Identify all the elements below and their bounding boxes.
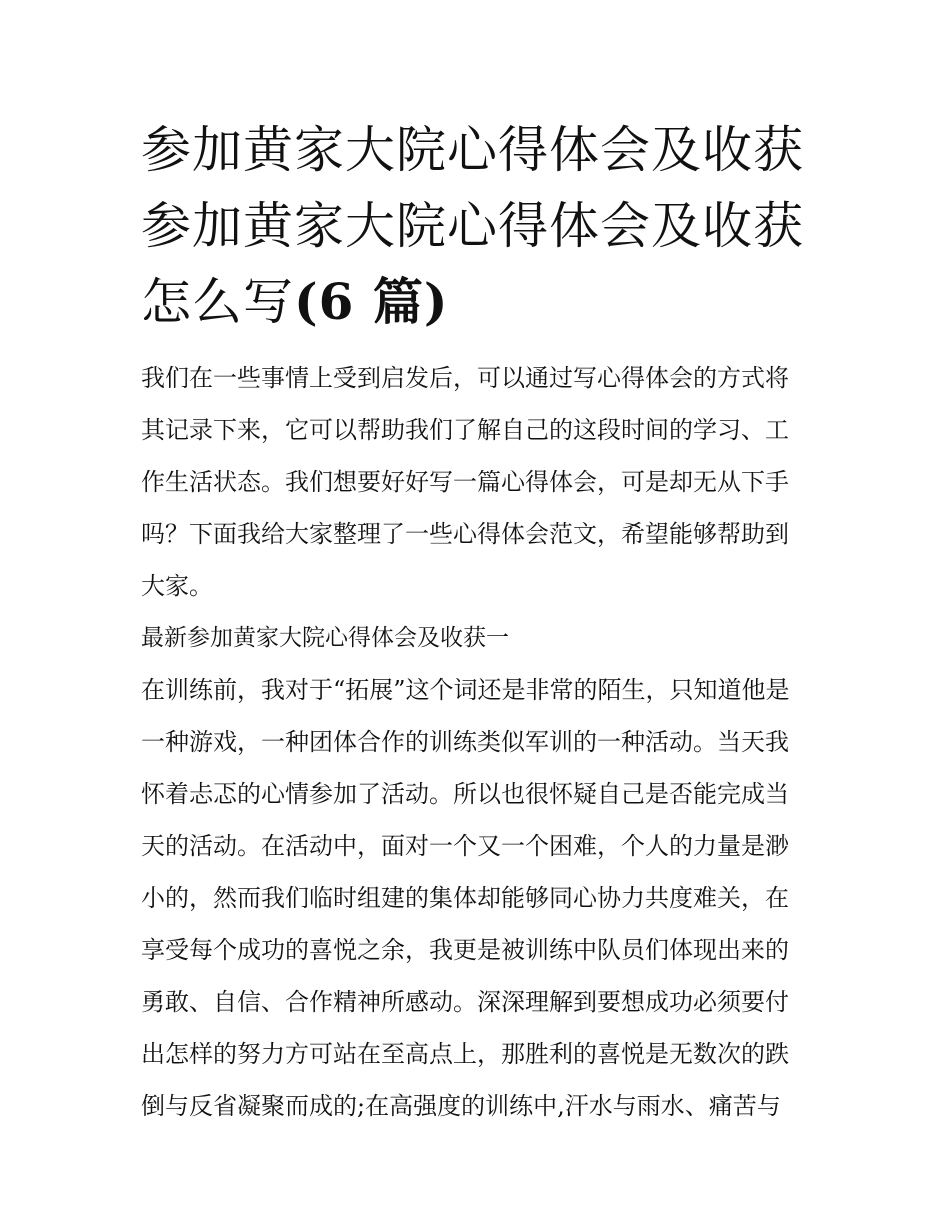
title-count: (6 篇) [294, 272, 449, 331]
title-line: 参加黄家大院心得体会及收获 [141, 197, 804, 255]
section-line: 天的活动。在活动中，面对一个又一个困难，个人的力量是渺 [141, 832, 789, 860]
section-line: 怀着忐忑的心情参加了活动。所以也很怀疑自己是否能完成当 [141, 780, 789, 808]
intro-paragraph [141, 352, 811, 612]
intro-line: 我们在一些事情上受到启发后，可以通过写心得体会的方式将 [141, 364, 789, 392]
title-line [141, 264, 811, 340]
section-line: 小的，然而我们临时组建的集体却能够同心协力共度难关，在 [141, 884, 789, 912]
intro-line: 作生活状态。我们想要好好写一篇心得体会，可是却无从下手 [141, 468, 789, 496]
section-line: 一种游戏，一种团体合作的训练类似军训的一种活动。当天我 [141, 728, 789, 756]
section-line: 享受每个成功的喜悦之余，我更是被训练中队员们体现出来的 [141, 936, 789, 964]
document-title [141, 112, 811, 340]
title-line-text: 怎么写 [141, 273, 294, 331]
intro-line: 大家。 [141, 572, 213, 600]
section-line: 出怎样的努力方可站在至高点上，那胜利的喜悦是无数次的跌 [141, 1040, 789, 1068]
section-line: 倒与反省凝聚而成的;在高强度的训练中,汗水与雨水、痛苦与 [141, 1092, 781, 1120]
section-line: 勇敢、自信、合作精神所感动。深深理解到要想成功必须要付 [141, 988, 789, 1016]
section-line: 在训练前，我对于“拓展”这个词还是非常的陌生，只知道他是 [141, 676, 790, 704]
intro-line: 其记录下来，它可以帮助我们了解自己的这段时间的学习、工 [141, 416, 789, 444]
title-line: 参加黄家大院心得体会及收获 [141, 121, 804, 179]
section-heading: 最新参加黄家大院心得体会及收获一 [141, 625, 509, 651]
document-page [141, 112, 811, 1132]
intro-line: 吗？下面我给大家整理了一些心得体会范文，希望能够帮助到 [141, 520, 789, 548]
section-paragraph [141, 664, 811, 1132]
